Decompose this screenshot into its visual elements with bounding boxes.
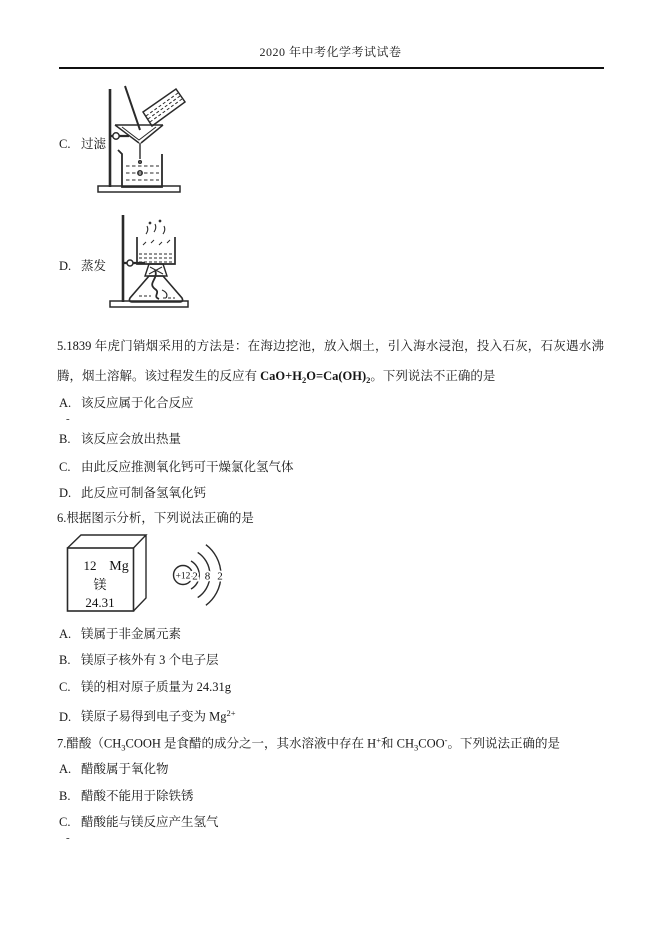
pouring-beaker: [143, 89, 185, 126]
stray-mark: -: [66, 832, 70, 844]
option-label: 蒸发: [81, 259, 107, 273]
option-text: 醋酸能与镁反应产生氢气: [81, 815, 219, 829]
q7-text: 和 CH: [381, 736, 414, 751]
boiling-marks: [143, 240, 170, 245]
option-key: C.: [59, 815, 71, 829]
q5-formula-subscript: 2: [366, 375, 371, 385]
magnesium-element-diagram: [66, 528, 251, 620]
option-key: B.: [59, 653, 71, 667]
question-7-stem: [57, 732, 560, 757]
formula-subscript: 3: [121, 742, 126, 753]
formula-subscript: 3: [414, 742, 419, 753]
question-6-stem: 6.根据图示分析，下列说法正确的是: [57, 511, 254, 525]
clamp-knob: [113, 133, 119, 139]
option-key: A.: [59, 627, 72, 641]
shell-electron-count: 8: [204, 570, 211, 583]
q7-option-a: [59, 761, 169, 778]
option-key: D.: [59, 486, 72, 500]
lamp-wick: [152, 270, 159, 299]
shell-electron-count: 2: [217, 570, 223, 583]
q6-option-c: [59, 679, 231, 696]
option-key: C.: [59, 680, 71, 694]
option-text: 镁的相对原子质量为 24.31g: [81, 680, 232, 694]
ion-superscript: +: [376, 735, 381, 745]
q5-formula-subscript: 2: [302, 375, 307, 385]
q6-option-d: [59, 705, 236, 726]
q7-text: COO: [418, 736, 445, 751]
clamp-knob: [127, 260, 133, 266]
option-key: C.: [59, 460, 71, 474]
option-text: 此反应可制备氢氧化钙: [81, 486, 207, 500]
q7-text: 7.醋酸（CH: [57, 736, 122, 751]
q5-option-a: [59, 395, 194, 425]
option-key: B.: [59, 789, 71, 803]
option-text: 镁原子核外有 3 个电子层: [81, 653, 219, 667]
option-key: A.: [59, 396, 72, 410]
element-name: 镁: [93, 577, 107, 592]
ion-charge-superscript: 2+: [226, 708, 236, 718]
option-text: 由此反应推测氧化钙可干燥氯化氢气体: [81, 460, 294, 474]
element-symbol: Mg: [109, 559, 129, 574]
option-text: 镁原子易得到电子变为 Mg: [81, 709, 227, 724]
option-key: B.: [59, 432, 71, 446]
ion-superscript: -: [444, 735, 448, 745]
atomic-number: 12: [83, 558, 97, 573]
q7-text: 。下列说法正确的是: [447, 736, 561, 751]
glass-rod: [125, 86, 140, 130]
option-text: 醋酸属于氧化物: [81, 762, 169, 776]
q5-formula: CaO+H: [260, 369, 302, 383]
q7-option-b: [59, 788, 194, 805]
option-text: 镁属于非金属元素: [81, 627, 182, 641]
q5-text: 5.1839 年虎门销烟采用的方法是：在海边挖池，放入烟土，引入海水浸泡，投入石灰，石灰遇水沸腾，烟土溶解。该过程发生的反应有: [57, 339, 604, 383]
header-divider: [59, 67, 604, 69]
evaporation-apparatus-diagram: [105, 212, 205, 312]
option-key: D.: [59, 709, 72, 724]
q7-text: COOH 是食醋的成分之一，其水溶液中存在 H: [125, 736, 377, 751]
option-label: 过滤: [81, 137, 107, 151]
apparatus-option-d: [59, 258, 106, 275]
q6-option-a: [59, 626, 181, 643]
shell-electron-count: 2: [192, 570, 198, 583]
q5-option-c: [59, 459, 294, 476]
stray-mark: -: [66, 413, 70, 425]
q5-text: 。下列说法不正确的是: [370, 369, 496, 383]
q7-option-c: [59, 814, 219, 844]
drop: [139, 161, 142, 164]
filtration-apparatus-diagram: [95, 85, 191, 201]
option-text: 该反应会放出热量: [81, 432, 182, 446]
q6-option-b: [59, 652, 219, 669]
option-key: A.: [59, 762, 72, 776]
option-key: D.: [59, 259, 72, 273]
nucleus-charge: +12: [175, 571, 191, 582]
question-5-stem: [57, 331, 604, 395]
q5-formula: O=Ca(OH): [306, 369, 367, 383]
atomic-mass: 24.31: [85, 595, 115, 610]
page-title: 2020 年中考化学考试试卷: [259, 45, 402, 59]
q5-option-d: [59, 485, 206, 502]
q5-option-b: [59, 431, 181, 448]
option-key: C.: [59, 137, 71, 151]
steam-lines: [146, 220, 165, 234]
option-text: 醋酸不能用于除铁锈: [81, 789, 194, 803]
option-text: 该反应属于化合反应: [81, 396, 194, 410]
